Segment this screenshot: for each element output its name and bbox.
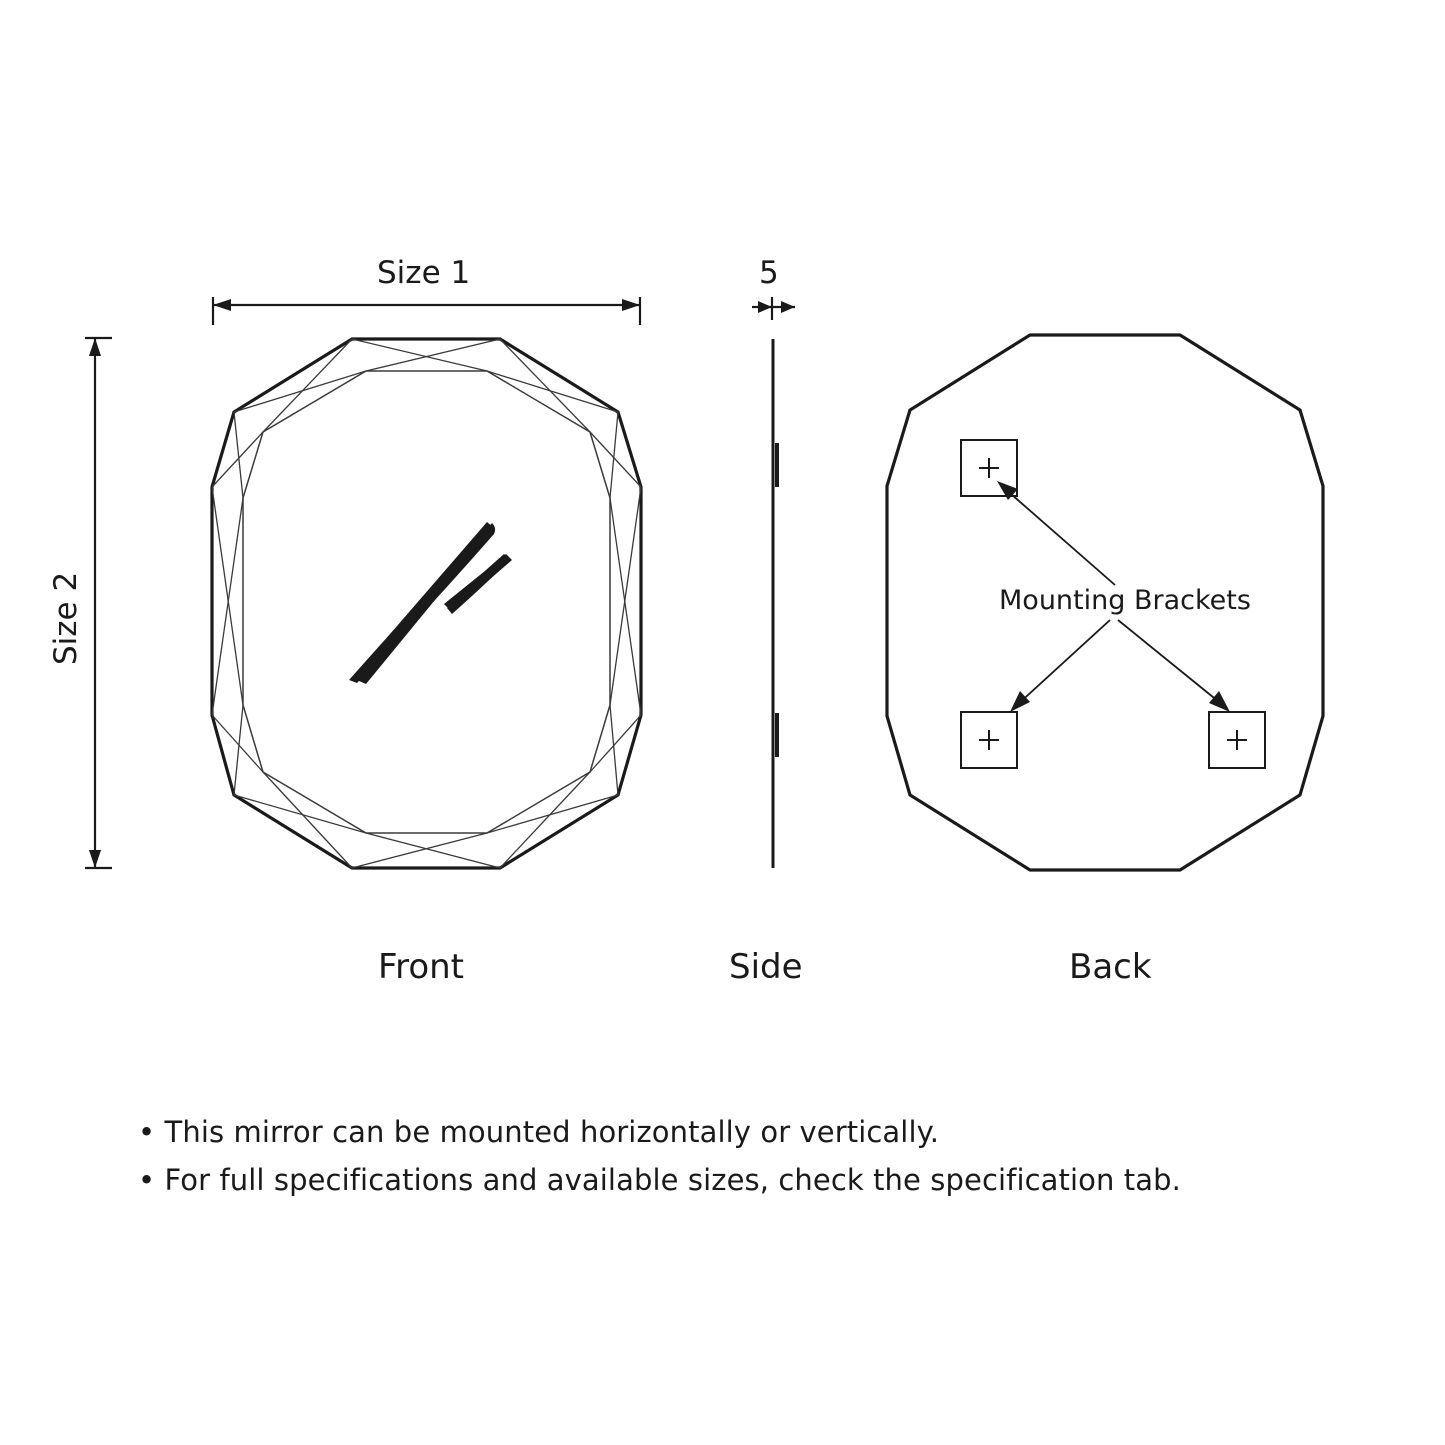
height-dimension-line <box>85 338 112 868</box>
view-label-side: Side <box>729 947 803 987</box>
mounting-bracket-bottom-left <box>961 712 1017 768</box>
front-view <box>212 339 641 868</box>
thickness-dimension-label: 5 <box>759 255 779 291</box>
thickness-dimension-line <box>752 297 795 320</box>
view-label-front: Front <box>378 947 464 987</box>
mounting-brackets-label: Mounting Brackets <box>999 585 1251 616</box>
note-item: • This mirror can be mounted horizontally or vertically. <box>138 1115 940 1149</box>
mounting-bracket-bottom-right <box>1209 712 1265 768</box>
width-dimension-line <box>213 297 640 325</box>
notes-list <box>138 1115 1318 1211</box>
width-dimension-label: Size 1 <box>377 255 471 291</box>
side-view <box>773 339 777 868</box>
note-item: • For full specifications and available sizes, check the specification tab. <box>138 1163 1181 1197</box>
view-label-back: Back <box>1069 947 1152 987</box>
height-dimension-label: Size 2 <box>48 571 84 665</box>
